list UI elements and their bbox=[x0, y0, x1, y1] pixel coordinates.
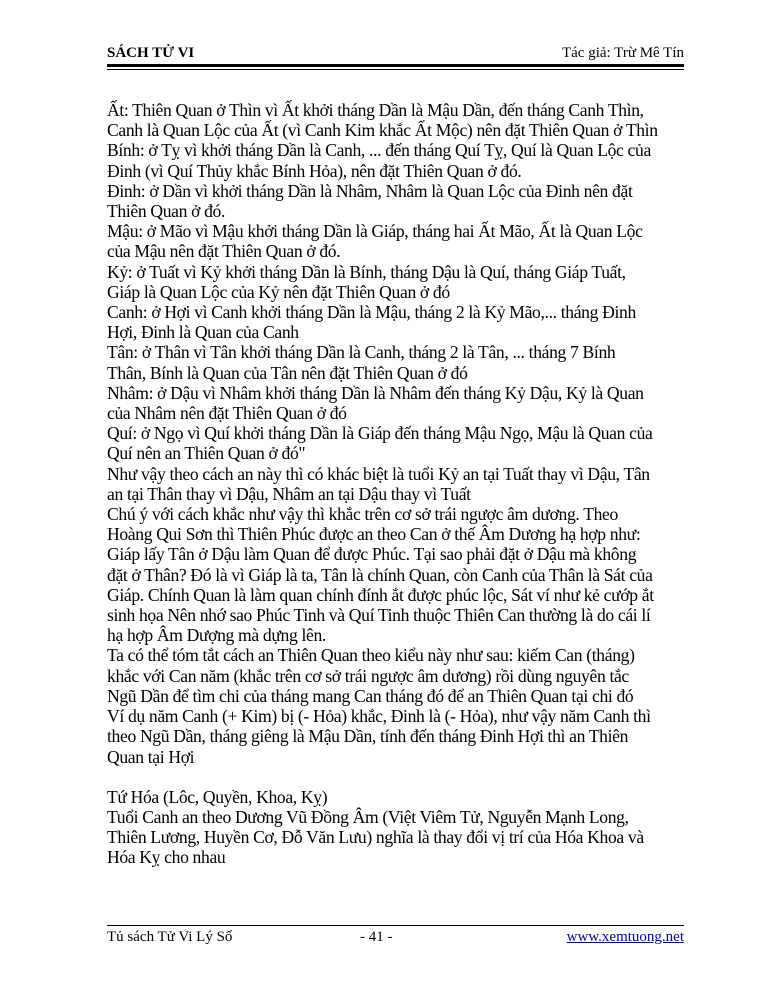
text-line: Quí nên an Thiên Quan ở đó" bbox=[107, 443, 306, 464]
text-line: Quan tại Hợi bbox=[107, 746, 195, 767]
text-line: Ta có thể tóm tắt cách an Thiên Quan theo kiểu này như sau: kiếm Can (tháng) bbox=[107, 645, 635, 666]
text-line: của Nhâm nên đặt Thiên Quan ở đó bbox=[107, 403, 347, 424]
main-paragraphs bbox=[107, 100, 684, 767]
text-line: theo Ngũ Dần, tháng giêng là Mậu Dần, tính đến tháng Đinh Hợi thì an Thiên bbox=[107, 726, 629, 747]
text-line: hạ hợp Âm Dượng mà dựng lên. bbox=[107, 625, 326, 646]
page-footer bbox=[107, 928, 684, 946]
text-line: Đinh (vì Quí Thủy khắc Bính Hỏa), nên đặt Thiên Quan ở đó. bbox=[107, 160, 522, 181]
book-title: SÁCH TỬ VI bbox=[107, 45, 195, 61]
website-link[interactable]: www.xemtuong.net bbox=[566, 929, 684, 945]
text-line: Canh: ở Hợi vì Canh khởi tháng Dần là Mậu, tháng 2 là Kỷ Mão,... tháng Đinh bbox=[107, 302, 636, 323]
text-line: khắc với Can năm (khắc trên cơ sở trái ngược âm dương) rồi dùng nguyên tắc bbox=[107, 665, 629, 686]
header-rule bbox=[107, 64, 684, 70]
text-line: của Mậu nên đặt Thiên Quan ở đó. bbox=[107, 241, 341, 262]
text-line: Nhâm: ở Dậu vì Nhâm khởi tháng Dần là Nhâm đến tháng Kỷ Dậu, Kỷ là Quan bbox=[107, 382, 644, 403]
text-line: Quí: ở Ngọ vì Quí khởi tháng Dần là Giáp đến tháng Mậu Ngọ, Mậu là Quan của bbox=[107, 423, 653, 444]
author-label: Tác giả: Trừ Mê Tín bbox=[561, 45, 684, 61]
text-line: Bính: ở Tỵ vì khởi tháng Dần là Canh, ... đến tháng Quí Tỵ, Quí là Quan Lộc của bbox=[107, 140, 651, 161]
footer-rule bbox=[107, 925, 684, 926]
tu-hoa-section bbox=[107, 787, 684, 868]
text-line: Giáp lấy Tân ở Dậu làm Quan để được Phúc. Tại sao phải đặt ở Dậu mà không bbox=[107, 544, 637, 565]
text-line: Hoàng Qui Sơn thì Thiên Phúc được an theo Can ở thế Âm Dương hạ hợp như: bbox=[107, 524, 641, 545]
text-line: Tuổi Canh an theo Dương Vũ Đồng Âm (Việt Viêm Tử, Nguyễn Mạnh Long, bbox=[107, 806, 629, 827]
text-line: đặt ở Thân? Đó là vì Giáp là ta, Tân là chính Quan, còn Canh của Thân là Sát của bbox=[107, 564, 653, 585]
text-line: Thân, Bính là Quan của Tân nên đặt Thiên Quan ở đó bbox=[107, 362, 468, 383]
text-line: Canh là Quan Lộc của Ất (vì Canh Kim khắc Ất Mộc) nên đặt Thiên Quan ở Thìn bbox=[107, 120, 658, 141]
text-line: Giáp. Chính Quan là làm quan chính đính ắt được phúc lộc, Sát ví như kẻ cướp ắt bbox=[107, 584, 654, 605]
text-line: Như vậy theo cách an này thì có khác biệt là tuổi Kỷ an tại Tuất thay vì Dậu, Tân bbox=[107, 463, 650, 484]
text-line: Tân: ở Thân vì Tân khởi tháng Dần là Canh, tháng 2 là Tân, ... tháng 7 Bính bbox=[107, 342, 616, 363]
text-line: Thiên Lương, Huyền Cơ, Đỗ Văn Lưu) nghĩa là thay đổi vị trí của Hóa Khoa và bbox=[107, 827, 644, 848]
text-line: sinh họa Nên nhớ sao Phúc Tinh và Quí Tinh thuộc Thiên Can thường là do cái lí bbox=[107, 605, 651, 626]
text-line: Hóa Kỵ cho nhau bbox=[107, 847, 226, 868]
page-number: - 41 - bbox=[360, 929, 393, 945]
text-line: an tại Thân thay vì Dậu, Nhâm an tại Dậu thay vì Tuất bbox=[107, 483, 471, 504]
text-line: Ví dụ năm Canh (+ Kim) bị (- Hỏa) khắc, Đinh là (- Hỏa), như vậy năm Canh thì bbox=[107, 706, 651, 727]
text-line: Ất: Thiên Quan ở Thìn vì Ất khởi tháng Dần là Mậu Dần, đến tháng Canh Thìn, bbox=[107, 100, 644, 120]
text-line: Tứ Hóa (Lôc, Quyền, Khoa, Kỵ) bbox=[107, 786, 328, 807]
text-line: Giáp là Quan Lộc của Kỷ nên đặt Thiên Quan ở đó bbox=[107, 281, 450, 302]
body-text bbox=[107, 100, 684, 868]
text-line: Chú ý với cách khắc như vậy thì khắc trên cơ sở trái ngược âm dương. Theo bbox=[107, 504, 618, 525]
text-line: Đinh: ở Dần vì khởi tháng Dần là Nhâm, Nhâm là Quan Lộc của Đinh nên đặt bbox=[107, 180, 633, 201]
series-label: Tủ sách Tử Vi Lý Số bbox=[107, 929, 233, 945]
text-line: Ngũ Dần để tìm chi của tháng mang Can tháng đó để an Thiên Quan tại chi đó bbox=[107, 685, 634, 706]
text-line: Kỷ: ở Tuất vì Kỷ khởi tháng Dần là Bính, tháng Dậu là Quí, tháng Giáp Tuất, bbox=[107, 261, 626, 282]
text-line: Hợi, Đinh là Quan của Canh bbox=[107, 322, 299, 343]
page-header bbox=[107, 44, 684, 62]
section-gap bbox=[107, 767, 684, 787]
text-line: Mậu: ở Mão vì Mậu khởi tháng Dần là Giáp, tháng hai Ất Mão, Ất là Quan Lộc bbox=[107, 221, 643, 242]
text-line: Thiên Quan ở đó. bbox=[107, 201, 226, 222]
